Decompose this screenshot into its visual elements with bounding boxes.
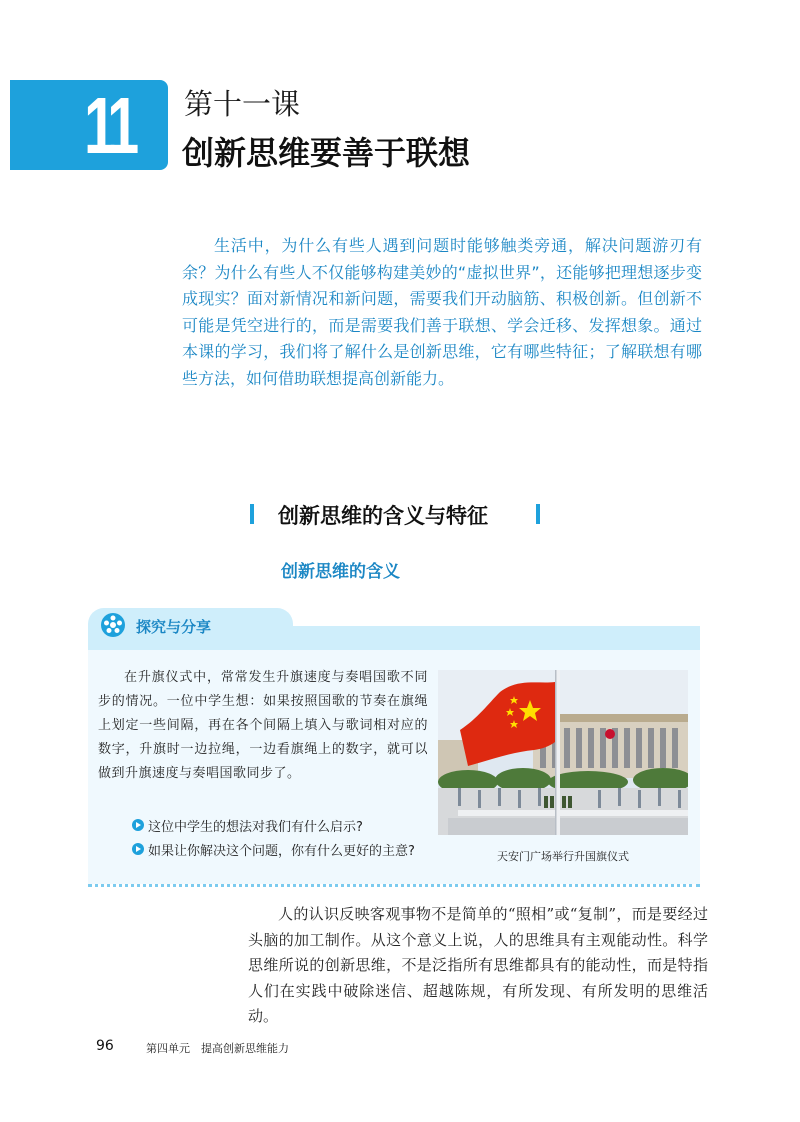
section-heading	[250, 500, 540, 528]
section-heading-text: 创新思维的含义与特征	[278, 504, 488, 528]
lesson-label: 第十一课	[184, 87, 301, 121]
explore-title: 探究与分享	[136, 618, 212, 636]
question-text: 这位中学生的想法对我们有什么启示?	[148, 820, 363, 835]
question-text: 如果让你解决这个问题，你有什么更好的主意?	[148, 844, 415, 859]
page-number: 96	[96, 1038, 114, 1054]
heading-bar-right	[536, 504, 540, 524]
subsection-heading: 创新思维的含义	[281, 562, 400, 582]
body-paragraph: 人的认识反映客观事物不是简单的“照相”或“复制”，而是要经过头脑的加工制作。从这个意义上说，人的思维具有主观能动性。科学思维所说的创新思维，不是泛指所有思维都具有的能动性，而是特指人们在实践中破除迷信、超越陈规，有所发现、有所发明的思维活动。	[248, 905, 708, 1025]
flag-raising-photo	[438, 670, 688, 835]
unit-label: 第四单元 提高创新思维能力	[146, 1042, 289, 1055]
intro-paragraph: 生活中，为什么有些人遇到问题时能够触类旁通，解决问题游刃有余？为什么有些人不仅能够构建美妙的“虚拟世界”，还能够把理想逐步变成现实？面对新情况和新问题，需要我们开动脑筋、积极创新。但创新不可能是凭空进行的，而是需要我们善于联想、学会迁移、发挥想象。通过本课的学习，我们将了解什么是创新思维，它有哪些特征；了解联想有哪些方法，如何借助联想提高创新能力。	[182, 236, 702, 388]
explore-dotted-divider	[88, 884, 700, 887]
play-bullet-icon	[132, 819, 144, 831]
lesson-number: 11	[84, 81, 134, 170]
explore-share-panel	[88, 608, 700, 888]
heading-bar-left	[250, 504, 254, 524]
play-bullet-icon	[132, 843, 144, 855]
explore-story: 在升旗仪式中，常常发生升旗速度与奏唱国歌不同步的情况。一位中学生想：如果按照国歌的节奏在旗绳上划定一些间隔，再在各个间隔上填入与歌词相对应的数字，升旗时一边拉绳，一边看旗绳上的数字，就可以做到升旗速度与奏唱国歌同步了。	[98, 670, 428, 781]
lesson-title: 创新思维要善于联想	[182, 134, 471, 172]
photo-caption: 天安门广场举行升国旗仪式	[497, 850, 629, 863]
explore-film-icon	[100, 612, 126, 638]
intro-block	[182, 233, 702, 392]
